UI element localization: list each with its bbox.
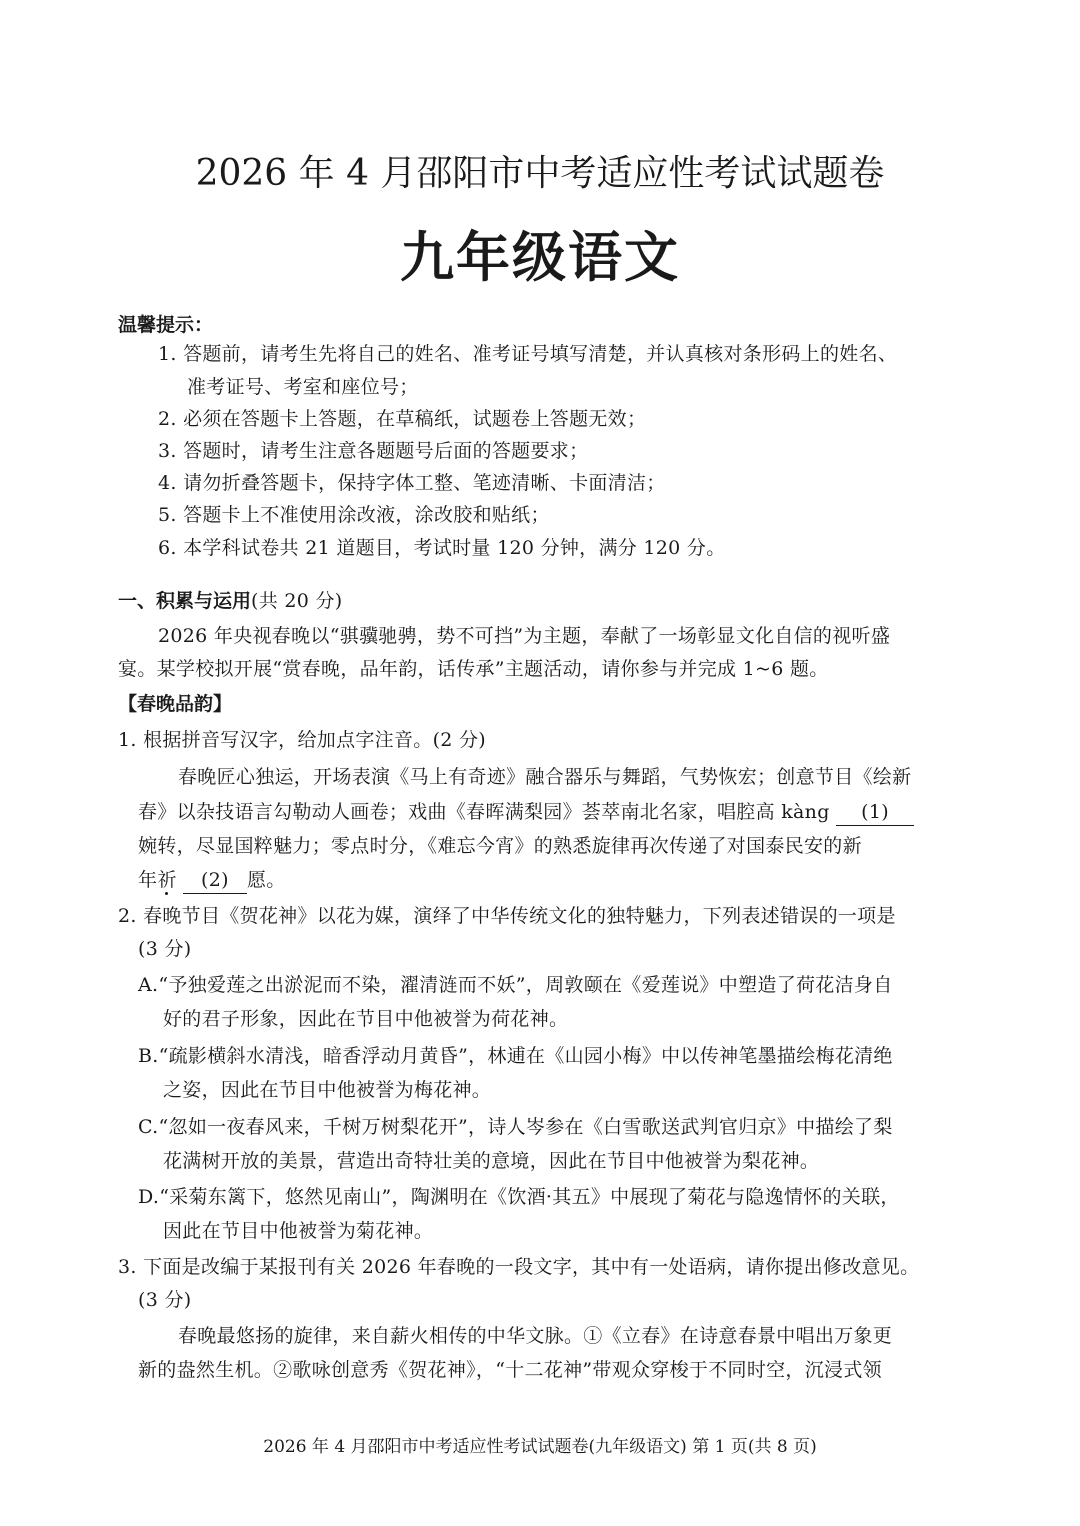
q3-passage-line-2: 新的盎然生机。②歌咏创意秀《贺花神》，“十二花神”带观众穿梭于不同时空，沉浸式领 [138, 1359, 882, 1381]
q2-option-d-line-2: 因此在节目中他被誉为菊花神。 [163, 1220, 434, 1242]
q1-blank-2: (2) [183, 867, 247, 894]
tip-item-5: 5. 答题卡上不准使用涂改液，涂改胶和贴纸； [158, 504, 550, 526]
q2-option-d-line-1: D.“采菊东篱下，悠然见南山”，陶渊明在《饮酒·其五》中展现了菊花与隐逸情怀的关联， [138, 1186, 900, 1208]
section-title: 一、积累与运用 [118, 590, 252, 612]
q1-passage-line-3: 婉转，尽显国粹魅力；零点时分，《难忘今宵》的熟悉旋律再次传递了对国泰民安的新 [138, 835, 862, 857]
tip-item-4: 4. 请勿折叠答题卡，保持字体工整、笔迹清晰、卡面清洁； [158, 472, 666, 494]
section-intro-line-1: 2026 年央视春晚以“骐骥驰骋，势不可挡”为主题，奉献了一场彰显文化自信的视听盛 [158, 625, 891, 647]
tip-item-6: 6. 本学科试卷共 21 道题目，考试时量 120 分钟，满分 120 分。 [158, 537, 726, 559]
tip-item-1-cont: 准考证号、考室和座位号； [187, 376, 419, 398]
subsection-heading: 【春晚品韵】 [118, 693, 233, 715]
q2-option-a-line-1: A.“予独爱莲之出淤泥而不染，濯清涟而不妖”，周敦颐在《爱莲说》中塑造了荷花洁身自 [138, 974, 893, 996]
exam-title: 2026 年 4 月邵阳市中考适应性考试试题卷 [195, 153, 885, 194]
q2-option-a-line-2: 好的君子形象，因此在节目中他被誉为荷花神。 [163, 1008, 569, 1030]
q1-passage-line-1: 春晚匠心独运，开场表演《马上有奇迹》融合器乐与舞蹈，气势恢宏；创意节目《绘新 [178, 766, 912, 788]
q3-stem-line-1: 3. 下面是改编于某报刊有关 2026 年春晚的一段文字，其中有一处语病，请你提出修改意见。 [118, 1256, 920, 1278]
tips-heading: 温馨提示： [118, 314, 214, 336]
tip-item-2: 2. 必须在答题卡上答题，在草稿纸，试题卷上答题无效； [158, 408, 647, 430]
tip-item-3: 3. 答题时，请考生注意各题题号后面的答题要求； [158, 440, 589, 462]
q2-option-b-line-2: 之姿，因此在节目中他被誉为梅花神。 [163, 1079, 492, 1101]
tip-item-1: 1. 答题前，请考生先将自己的姓名、准考证号填写清楚，并认真核对条形码上的姓名、 [158, 343, 898, 365]
q2-option-c-line-1: C.“忽如一夜春风来，千树万树梨花开”，诗人岑参在《白雪歌送武判官归京》中描绘了梨 [138, 1116, 893, 1138]
q1-text-nian: 年 [138, 869, 158, 891]
q2-stem-line-1: 2. 春晚节目《贺花神》以花为媒，演绎了中华传统文化的独特魅力，下列表述错误的一项是 [118, 905, 896, 927]
q1-dotted-char: 祈 [157, 869, 177, 891]
q1-passage-line-4 [138, 864, 286, 896]
q1-text-yuan: 愿。 [246, 869, 286, 891]
page-footer: 2026 年 4 月邵阳市中考适应性考试试题卷(九年级语文) 第 1 页(共 8 页) [263, 1437, 817, 1457]
q3-passage-line-1: 春晚最悠扬的旋律，来自薪火相传的中华文脉。①《立春》在诗意春景中唱出万象更 [178, 1325, 893, 1347]
q2-option-c-line-2: 花满树开放的美景，营造出奇特壮美的意境，因此在节目中他被誉为梨花神。 [163, 1150, 820, 1172]
section-intro-line-2: 宴。某学校拟开展“赏春晚，品年韵，话传承”主题活动，请你参与并完成 1~6 题。 [118, 658, 829, 680]
q2-option-b-line-1: B.“疏影横斜水清浅，暗香浮动月黄昏”，林逋在《山园小梅》中以传神笔墨描绘梅花清绝 [138, 1045, 893, 1067]
q1-blank-1: (1) [836, 799, 914, 826]
q1-passage-text: 春》以杂技语言勾勒动人画卷；戏曲《春晖满梨园》荟萃南北名家，唱腔高 kàng [138, 801, 830, 823]
q1-stem: 1. 根据拼音写汉字，给加点字注音。(2 分) [118, 729, 487, 751]
section-heading [118, 585, 343, 617]
q2-stem-line-2: (3 分) [138, 938, 192, 960]
q1-passage-line-2 [138, 796, 914, 828]
section-score: (共 20 分) [251, 590, 343, 612]
q3-stem-line-2: (3 分) [138, 1289, 192, 1311]
subject-title: 九年级语文 [400, 225, 680, 289]
